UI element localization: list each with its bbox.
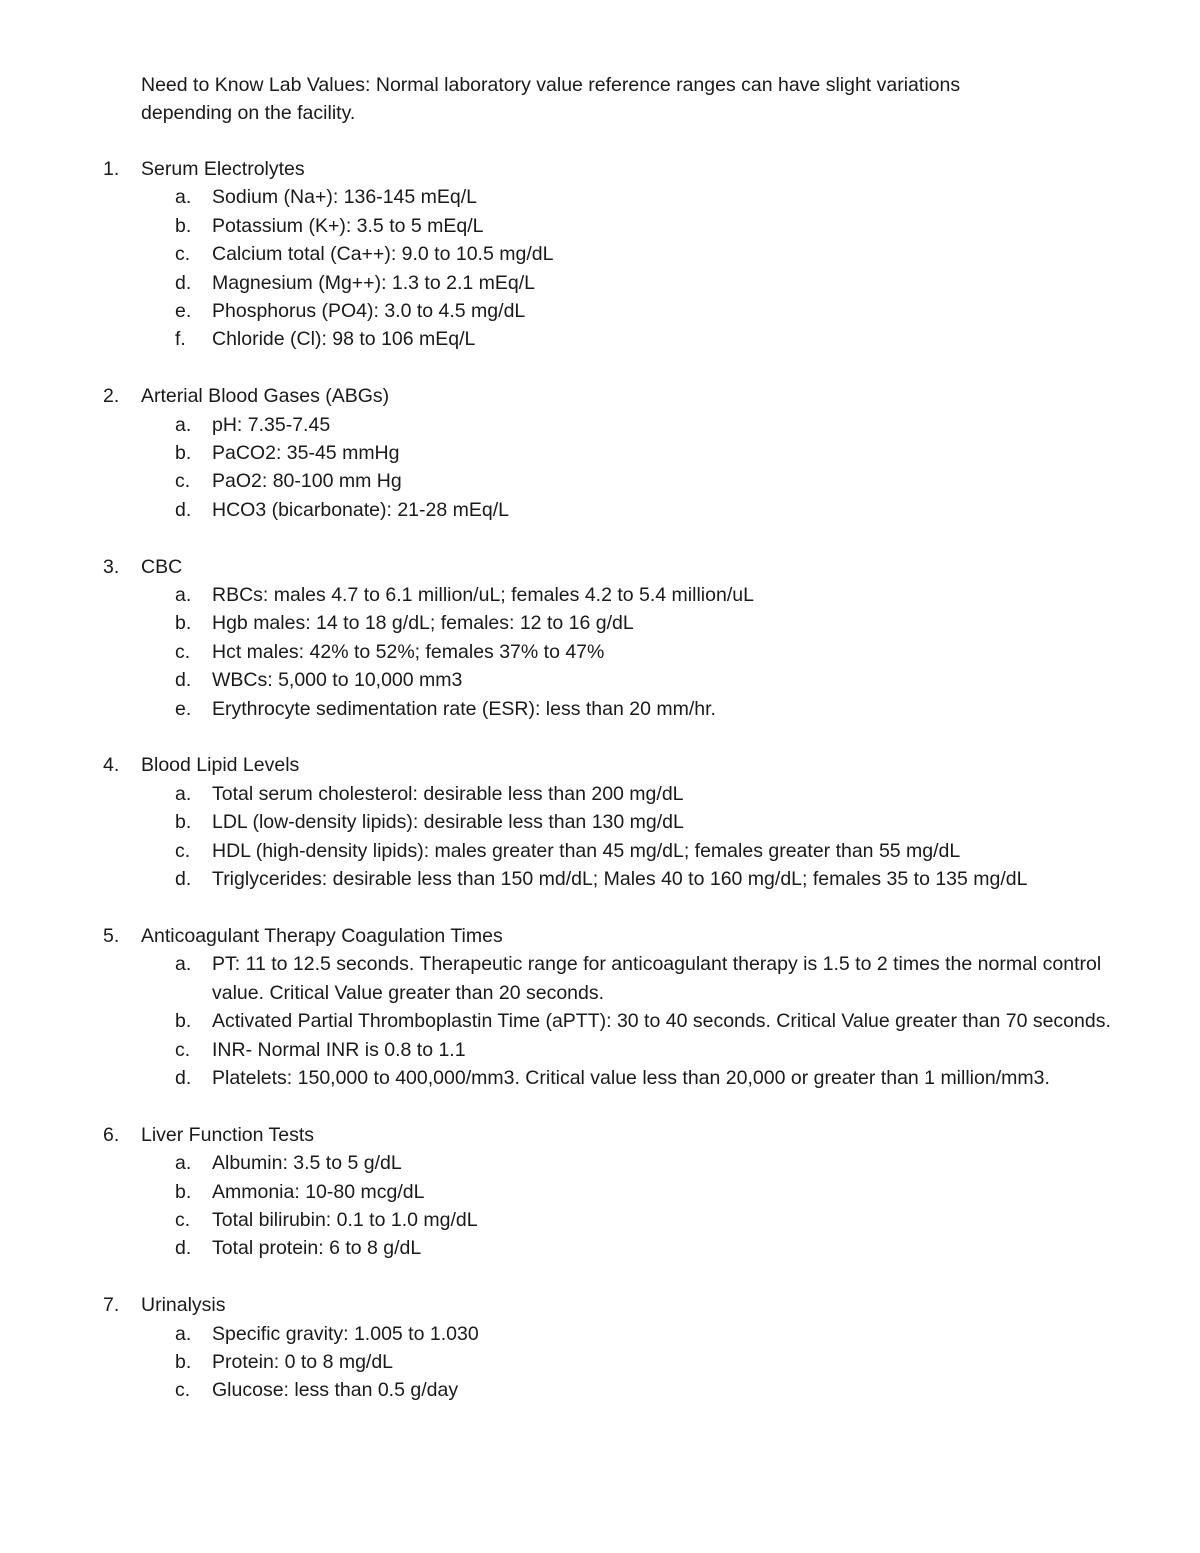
item-letter: d. [175,271,192,294]
item-text: HCO3 (bicarbonate): 21-28 mEq/L [212,498,509,521]
item-text: Specific gravity: 1.005 to 1.030 [212,1322,479,1345]
item-text: Phosphorus (PO4): 3.0 to 4.5 mg/dL [212,300,526,323]
section-items-list [0,1320,1200,1405]
list-item [0,638,1200,666]
section-heading [0,382,1200,410]
section-number: 4. [103,754,120,777]
section-heading [0,155,1200,183]
item-letter: d. [175,1066,192,1089]
item-letter: a. [175,1322,192,1345]
item-letter: b. [175,1180,192,1203]
section-title: Serum Electrolytes [141,158,305,180]
item-letter: b. [175,1350,192,1373]
item-text: INR- Normal INR is 0.8 to 1.1 [212,1038,466,1061]
item-letter: d. [175,1237,192,1260]
item-letter: c. [175,243,191,266]
item-text: WBCs: 5,000 to 10,000 mm3 [212,669,463,692]
item-letter: c. [175,470,191,493]
item-letter: b. [175,442,192,465]
lab-section [0,1291,1200,1405]
item-letter: f. [175,328,186,351]
list-item [0,1007,1200,1035]
list-item [0,1064,1200,1092]
list-item [0,1149,1200,1177]
item-text: pH: 7.35-7.45 [212,413,331,436]
section-number: 2. [103,385,120,408]
item-text: Protein: 0 to 8 mg/dL [212,1350,394,1373]
list-item [0,325,1200,353]
section-number: 7. [103,1294,120,1317]
list-item [0,1348,1200,1376]
list-item [0,865,1200,893]
item-letter: e. [175,300,192,323]
list-item [0,496,1200,524]
intro-line-2: depending on the facility. [141,102,356,125]
item-text: Calcium total (Ca++): 9.0 to 10.5 mg/dL [212,243,554,266]
item-letter: b. [175,612,192,635]
lab-section [0,155,1200,354]
item-letter: a. [175,413,192,436]
list-item [0,1178,1200,1206]
item-text: HDL (high-density lipids): males greater than 45 mg/dL; females greater than 55 mg/dL [212,839,961,862]
list-item [0,609,1200,637]
item-letter: a. [175,782,192,805]
item-letter: c. [175,839,191,862]
item-text: Total bilirubin: 0.1 to 1.0 mg/dL [212,1208,478,1231]
list-item [0,411,1200,439]
item-letter: c. [175,1208,191,1231]
list-item [0,695,1200,723]
list-item [0,269,1200,297]
section-heading [0,922,1200,950]
section-number: 5. [103,924,120,947]
list-item [0,1234,1200,1262]
item-letter: d. [175,868,192,891]
section-title: Blood Lipid Levels [141,754,300,777]
item-text: Potassium (K+): 3.5 to 5 mEq/L [212,214,484,237]
list-item [0,1320,1200,1348]
item-text: PaO2: 80-100 mm Hg [212,470,402,493]
lab-section [0,751,1200,893]
item-text: RBCs: males 4.7 to 6.1 million/uL; females 4.2 to 5.4 million/uL [212,584,754,607]
item-letter: b. [175,214,192,237]
list-item [0,297,1200,325]
item-letter: a. [175,186,192,209]
section-heading [0,1121,1200,1149]
intro-paragraph [141,71,1101,128]
item-text: Ammonia: 10-80 mcg/dL [212,1180,425,1203]
section-number: 3. [103,555,120,578]
item-letter: d. [175,669,192,692]
lab-section [0,922,1200,1092]
section-items-list [0,411,1200,525]
item-letter: b. [175,1010,192,1033]
section-heading [0,1291,1200,1319]
section-items-list [0,950,1200,1092]
section-number: 6. [103,1123,120,1146]
item-letter: c. [175,1379,191,1402]
list-item [0,808,1200,836]
item-letter: d. [175,498,192,521]
section-items-list [0,183,1200,353]
section-items-list [0,581,1200,723]
list-item [0,950,1200,1007]
item-letter: e. [175,697,192,720]
list-item [0,1036,1200,1064]
section-items-list [0,1149,1200,1263]
section-title: Arterial Blood Gases (ABGs) [141,385,390,408]
item-letter: a. [175,1152,192,1175]
item-text: Glucose: less than 0.5 g/day [212,1379,459,1402]
section-heading [0,751,1200,779]
list-item [0,780,1200,808]
item-letter: c. [175,640,191,663]
item-text: Triglycerides: desirable less than 150 md/dL; Males 40 to 160 mg/dL; females 35 to 135 mg/dL [212,868,1028,891]
item-text: Erythrocyte sedimentation rate (ESR): less than 20 mm/hr. [212,697,716,720]
item-text: Chloride (Cl): 98 to 106 mEq/L [212,328,476,351]
item-text: Sodium (Na+): 136-145 mEq/L [212,186,478,209]
list-item [0,439,1200,467]
item-letter: a. [175,953,192,976]
item-text: PT: 11 to 12.5 seconds. Therapeutic range for anticoagulant therapy is 1.5 to 2 times the normal control value. Critical Value greater than 20 seconds. [212,953,1102,1004]
list-item [0,240,1200,268]
intro-line-1: Need to Know Lab Values: Normal laboratory value reference ranges can have slight variations [141,74,961,96]
list-item [0,212,1200,240]
section-title: Anticoagulant Therapy Coagulation Times [141,924,503,947]
list-item [0,666,1200,694]
list-item [0,467,1200,495]
item-text: Hgb males: 14 to 18 g/dL; females: 12 to 16 g/dL [212,612,634,635]
item-text: Activated Partial Thromboplastin Time (aPTT): 30 to 40 seconds. Critical Value greater than 70 seconds. [212,1010,1111,1033]
list-item [0,1376,1200,1404]
lab-section [0,1121,1200,1263]
item-letter: b. [175,811,192,834]
section-heading [0,553,1200,581]
list-item [0,581,1200,609]
list-item [0,837,1200,865]
lab-section [0,553,1200,723]
item-text: Total serum cholesterol: desirable less than 200 mg/dL [212,782,684,805]
item-text: LDL (low-density lipids): desirable less than 130 mg/dL [212,811,684,834]
item-text: PaCO2: 35-45 mmHg [212,442,400,465]
lab-section [0,382,1200,524]
section-title: CBC [141,555,183,578]
item-text: Magnesium (Mg++): 1.3 to 2.1 mEq/L [212,271,535,294]
item-text: Total protein: 6 to 8 g/dL [212,1237,422,1260]
section-items-list [0,780,1200,894]
item-letter: c. [175,1038,191,1061]
item-letter: a. [175,584,192,607]
item-text: Platelets: 150,000 to 400,000/mm3. Critical value less than 20,000 or greater than 1 million/mm3. [212,1066,1050,1089]
list-item [0,183,1200,211]
item-text: Hct males: 42% to 52%; females 37% to 47% [212,640,605,663]
section-title: Liver Function Tests [141,1123,315,1146]
lab-sections-list [0,155,1200,1433]
item-text: Albumin: 3.5 to 5 g/dL [212,1152,402,1175]
section-title: Urinalysis [141,1294,226,1317]
section-number: 1. [103,158,120,180]
list-item [0,1206,1200,1234]
